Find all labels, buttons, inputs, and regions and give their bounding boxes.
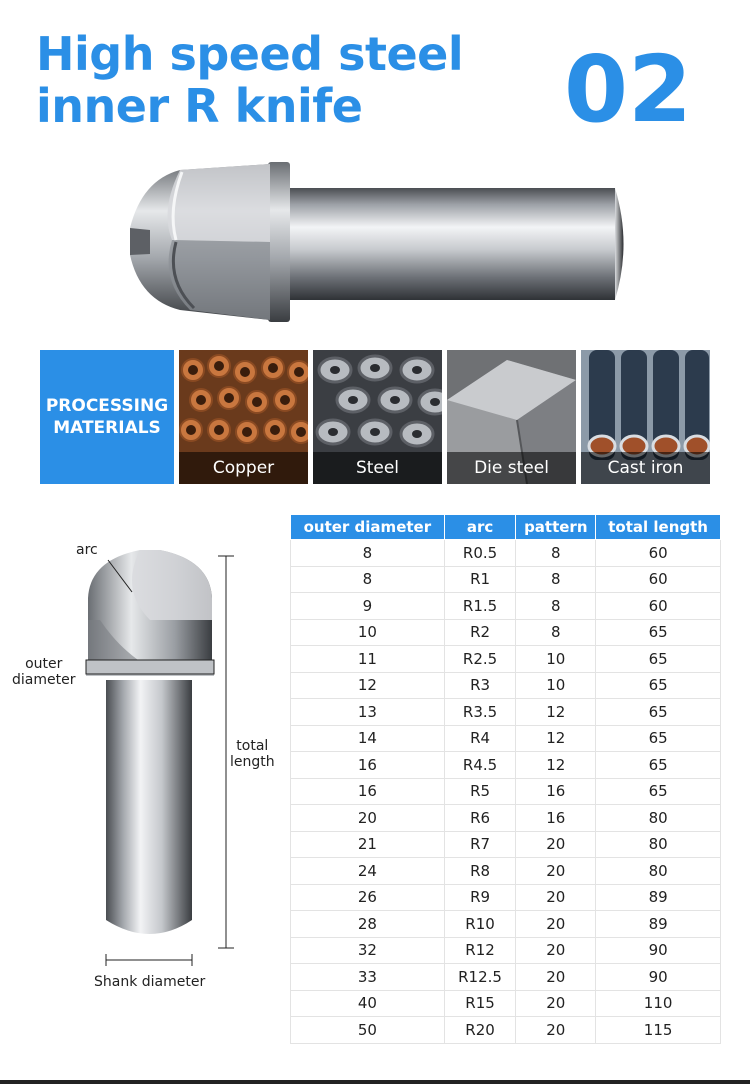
- processing-materials-label: [40, 350, 174, 484]
- cell-outer-diameter: 16: [291, 752, 445, 779]
- table-row: [291, 566, 721, 593]
- cell-pattern: 12: [516, 699, 596, 726]
- cell-total-length: 115: [596, 1017, 721, 1044]
- cell-total-length: 60: [596, 540, 721, 567]
- cell-outer-diameter: 20: [291, 805, 445, 832]
- total-length-line-1: total: [236, 738, 269, 754]
- material-tile-die-steel: [447, 350, 576, 484]
- table-row: [291, 1017, 721, 1044]
- cell-arc: R20: [444, 1017, 516, 1044]
- table-row: [291, 858, 721, 885]
- material-caption: Steel: [313, 452, 442, 484]
- cell-arc: R3.5: [444, 699, 516, 726]
- cell-total-length: 80: [596, 858, 721, 885]
- outer-diameter-line-1: outer: [25, 656, 63, 672]
- cell-arc: R12: [444, 937, 516, 964]
- knife-product-image: [120, 150, 640, 330]
- spec-table-header-row: [291, 515, 721, 540]
- processing-materials: [40, 350, 710, 484]
- cell-arc: R2: [444, 619, 516, 646]
- cell-outer-diameter: 12: [291, 672, 445, 699]
- material-tile-steel: [313, 350, 442, 484]
- outer-diameter-label: [12, 656, 75, 688]
- cell-arc: R4: [444, 725, 516, 752]
- cell-outer-diameter: 24: [291, 858, 445, 885]
- cell-total-length: 89: [596, 911, 721, 938]
- cell-total-length: 65: [596, 646, 721, 673]
- table-row: [291, 831, 721, 858]
- material-tile-cast-iron: [581, 350, 710, 484]
- spec-table-head: [291, 515, 721, 540]
- table-row: [291, 593, 721, 620]
- cell-total-length: 65: [596, 778, 721, 805]
- cell-arc: R15: [444, 990, 516, 1017]
- cell-total-length: 110: [596, 990, 721, 1017]
- total-length-line-2: length: [230, 754, 275, 770]
- table-row: [291, 964, 721, 991]
- cell-outer-diameter: 8: [291, 566, 445, 593]
- cell-pattern: 16: [516, 805, 596, 832]
- cell-arc: R9: [444, 884, 516, 911]
- cell-total-length: 65: [596, 619, 721, 646]
- cell-outer-diameter: 11: [291, 646, 445, 673]
- spec-table: [290, 514, 721, 1044]
- cell-total-length: 60: [596, 566, 721, 593]
- cell-pattern: 12: [516, 752, 596, 779]
- cell-pattern: 12: [516, 725, 596, 752]
- title-line-2: inner R knife: [36, 79, 363, 133]
- cell-pattern: 20: [516, 1017, 596, 1044]
- product-number: 02: [563, 36, 692, 143]
- header-total-length: total length: [596, 515, 721, 540]
- shank-diameter-label: Shank diameter: [94, 974, 206, 990]
- total-length-label: [230, 738, 275, 770]
- cell-total-length: 90: [596, 937, 721, 964]
- knife-dimension-drawing: [0, 520, 290, 1020]
- cell-pattern: 8: [516, 540, 596, 567]
- cell-total-length: 90: [596, 964, 721, 991]
- cell-arc: R12.5: [444, 964, 516, 991]
- cell-pattern: 8: [516, 593, 596, 620]
- cell-outer-diameter: 32: [291, 937, 445, 964]
- cell-total-length: 65: [596, 699, 721, 726]
- table-row: [291, 699, 721, 726]
- cell-total-length: 65: [596, 725, 721, 752]
- material-tile-copper: [179, 350, 308, 484]
- cell-total-length: 80: [596, 805, 721, 832]
- cell-total-length: 65: [596, 752, 721, 779]
- title-line-1: High speed steel: [36, 27, 464, 81]
- material-caption: Die steel: [447, 452, 576, 484]
- table-row: [291, 646, 721, 673]
- label-line-2: MATERIALS: [53, 418, 161, 438]
- cell-outer-diameter: 16: [291, 778, 445, 805]
- cell-arc: R6: [444, 805, 516, 832]
- cell-arc: R7: [444, 831, 516, 858]
- cell-pattern: 20: [516, 858, 596, 885]
- cell-outer-diameter: 10: [291, 619, 445, 646]
- material-caption: Copper: [179, 452, 308, 484]
- header-arc: arc: [444, 515, 516, 540]
- cell-outer-diameter: 40: [291, 990, 445, 1017]
- table-row: [291, 937, 721, 964]
- cell-arc: R3: [444, 672, 516, 699]
- cell-pattern: 20: [516, 937, 596, 964]
- table-row: [291, 540, 721, 567]
- cell-pattern: 16: [516, 778, 596, 805]
- header-pattern: pattern: [516, 515, 596, 540]
- spec-table-body: [291, 540, 721, 1044]
- table-row: [291, 805, 721, 832]
- cell-outer-diameter: 28: [291, 911, 445, 938]
- outer-diameter-line-2: diameter: [12, 672, 76, 688]
- cell-pattern: 8: [516, 566, 596, 593]
- table-row: [291, 619, 721, 646]
- cell-outer-diameter: 13: [291, 699, 445, 726]
- cell-pattern: 10: [516, 646, 596, 673]
- table-row: [291, 778, 721, 805]
- cell-outer-diameter: 50: [291, 1017, 445, 1044]
- bottom-divider: [0, 1080, 750, 1084]
- arc-label: arc: [76, 542, 98, 558]
- table-row: [291, 911, 721, 938]
- cell-total-length: 80: [596, 831, 721, 858]
- cell-arc: R1: [444, 566, 516, 593]
- cell-pattern: 20: [516, 964, 596, 991]
- cell-pattern: 20: [516, 884, 596, 911]
- cell-arc: R1.5: [444, 593, 516, 620]
- cell-total-length: 65: [596, 672, 721, 699]
- material-caption: Cast iron: [581, 452, 710, 484]
- header-outer-diameter: outer diameter: [291, 515, 445, 540]
- table-row: [291, 725, 721, 752]
- cell-arc: R5: [444, 778, 516, 805]
- cell-outer-diameter: 33: [291, 964, 445, 991]
- cell-outer-diameter: 8: [291, 540, 445, 567]
- dimension-diagram: [0, 520, 290, 1020]
- cell-outer-diameter: 14: [291, 725, 445, 752]
- cell-arc: R2.5: [444, 646, 516, 673]
- cell-total-length: 60: [596, 593, 721, 620]
- cell-pattern: 8: [516, 619, 596, 646]
- cell-pattern: 20: [516, 911, 596, 938]
- cell-pattern: 10: [516, 672, 596, 699]
- table-row: [291, 990, 721, 1017]
- cell-pattern: 20: [516, 990, 596, 1017]
- cell-arc: R4.5: [444, 752, 516, 779]
- cell-outer-diameter: 21: [291, 831, 445, 858]
- page-title: [36, 28, 463, 132]
- cell-arc: R0.5: [444, 540, 516, 567]
- cell-outer-diameter: 9: [291, 593, 445, 620]
- label-line-1: PROCESSING: [45, 396, 169, 416]
- cell-outer-diameter: 26: [291, 884, 445, 911]
- cell-arc: R8: [444, 858, 516, 885]
- cell-arc: R10: [444, 911, 516, 938]
- cell-pattern: 20: [516, 831, 596, 858]
- table-row: [291, 752, 721, 779]
- table-row: [291, 672, 721, 699]
- cell-total-length: 89: [596, 884, 721, 911]
- table-row: [291, 884, 721, 911]
